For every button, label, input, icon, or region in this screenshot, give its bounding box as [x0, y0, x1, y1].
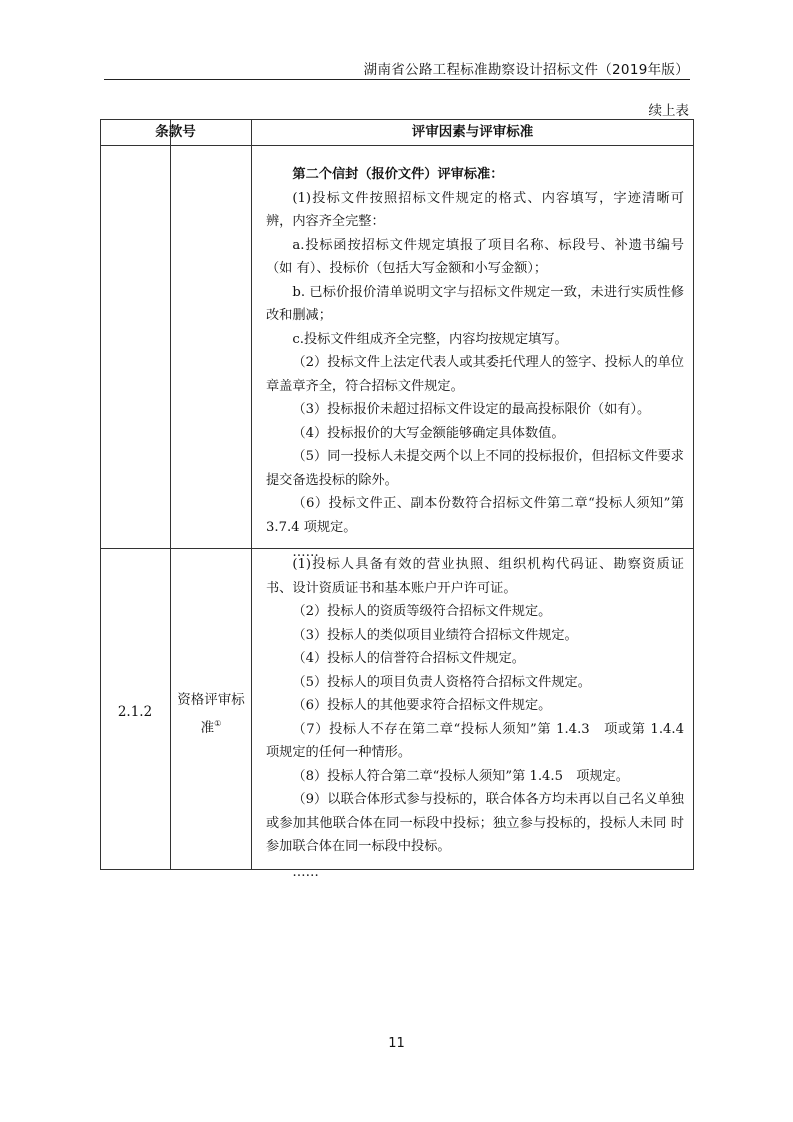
criteria-item: （6）投标人的其他要求符合招标文件规定。 — [292, 698, 552, 713]
criteria-item: c.投标文件组成齐全完整，内容均按规定填写。 — [292, 331, 568, 347]
criteria-item: （6）投标文件正、副本份数符合招标文件第二章“投标人须知”第 3.7.4 项规定。 — [266, 496, 684, 535]
price-envelope-criteria — [266, 163, 684, 565]
ellipsis: …… — [292, 545, 319, 560]
header-rule — [104, 79, 690, 80]
criteria-item: a.投标函按招标文件规定填报了项目名称、标段号、补遗书编号（如 有）、投标价（包括大写金额和小写金额）； — [266, 237, 684, 276]
criteria-item: （2）投标文件上法定代表人或其委托代理人的签字、投标人的单位章盖章齐全，符合招标文件规定。 — [266, 355, 684, 394]
criteria-item: （5）同一投标人未提交两个以上不同的投标报价，但招标文件要求提交备选投标的除外。 — [266, 449, 684, 488]
criteria-item: （9）以联合体形式参与投标的，联合体各方均未再以自己名义单独或参加其他联合体在同一标段中投标；独立参与投标的，投标人未同 时参加联合体在同一标段中投标。 — [266, 792, 684, 854]
column-divider — [251, 119, 252, 870]
criteria-item: （5）投标人的项目负责人资格符合招标文件规定。 — [292, 674, 591, 690]
clause-name — [172, 688, 250, 740]
continued-label: 续上表 — [648, 103, 689, 119]
clause-name-text: 资格评审标准 — [177, 692, 245, 736]
column-divider — [170, 119, 171, 870]
criteria-item: （4）投标报价的大写金额能够确定具体数值。 — [292, 425, 565, 441]
section-heading: 第二个信封（报价文件）评审标准： — [292, 167, 504, 182]
criteria-item: (1)投标文件按照招标文件规定的格式、内容填写，字迹清晰可 辨，内容齐全完整： — [266, 190, 684, 229]
criteria-item: （7）投标人不存在第二章“投标人须知”第 1.4.3 项或第 1.4.4 项规定的任何一种情形。 — [266, 721, 698, 760]
qualification-criteria — [266, 553, 698, 884]
criteria-item: （4）投标人的信誉符合招标文件规定。 — [292, 651, 525, 666]
criteria-item: (1)投标人具备有效的营业执照、组织机构代码证、勘察资质证 书、设计资质证书和基本账户开户许可证。 — [266, 557, 684, 596]
column-header-criteria: 评审因素与评审标准 — [411, 124, 534, 140]
clause-number: 2.1.2 — [117, 704, 153, 720]
criteria-item: （3）投标人的类似项目业绩符合招标文件规定。 — [292, 627, 578, 643]
document-header-title: 湖南省公路工程标准勘察设计招标文件（2019年版） — [363, 62, 689, 78]
criteria-item: （2）投标人的资质等级符合招标文件规定。 — [292, 604, 552, 619]
column-header-clause-no: 条款号 — [155, 124, 196, 140]
criteria-item: （8）投标人符合第二章“投标人须知”第 1.4.5 项规定。 — [292, 768, 629, 784]
footnote-mark: ① — [214, 719, 222, 728]
header-row-divider — [100, 145, 694, 146]
ellipsis: …… — [292, 864, 319, 880]
page-number: 11 — [388, 1036, 405, 1051]
criteria-item: b. 已标价报价清单说明文字与招标文件规定一致，未进行实质性修改和删减； — [266, 284, 684, 323]
criteria-item: （3）投标报价未超过招标文件设定的最高投标限价（如有）。 — [292, 402, 651, 417]
